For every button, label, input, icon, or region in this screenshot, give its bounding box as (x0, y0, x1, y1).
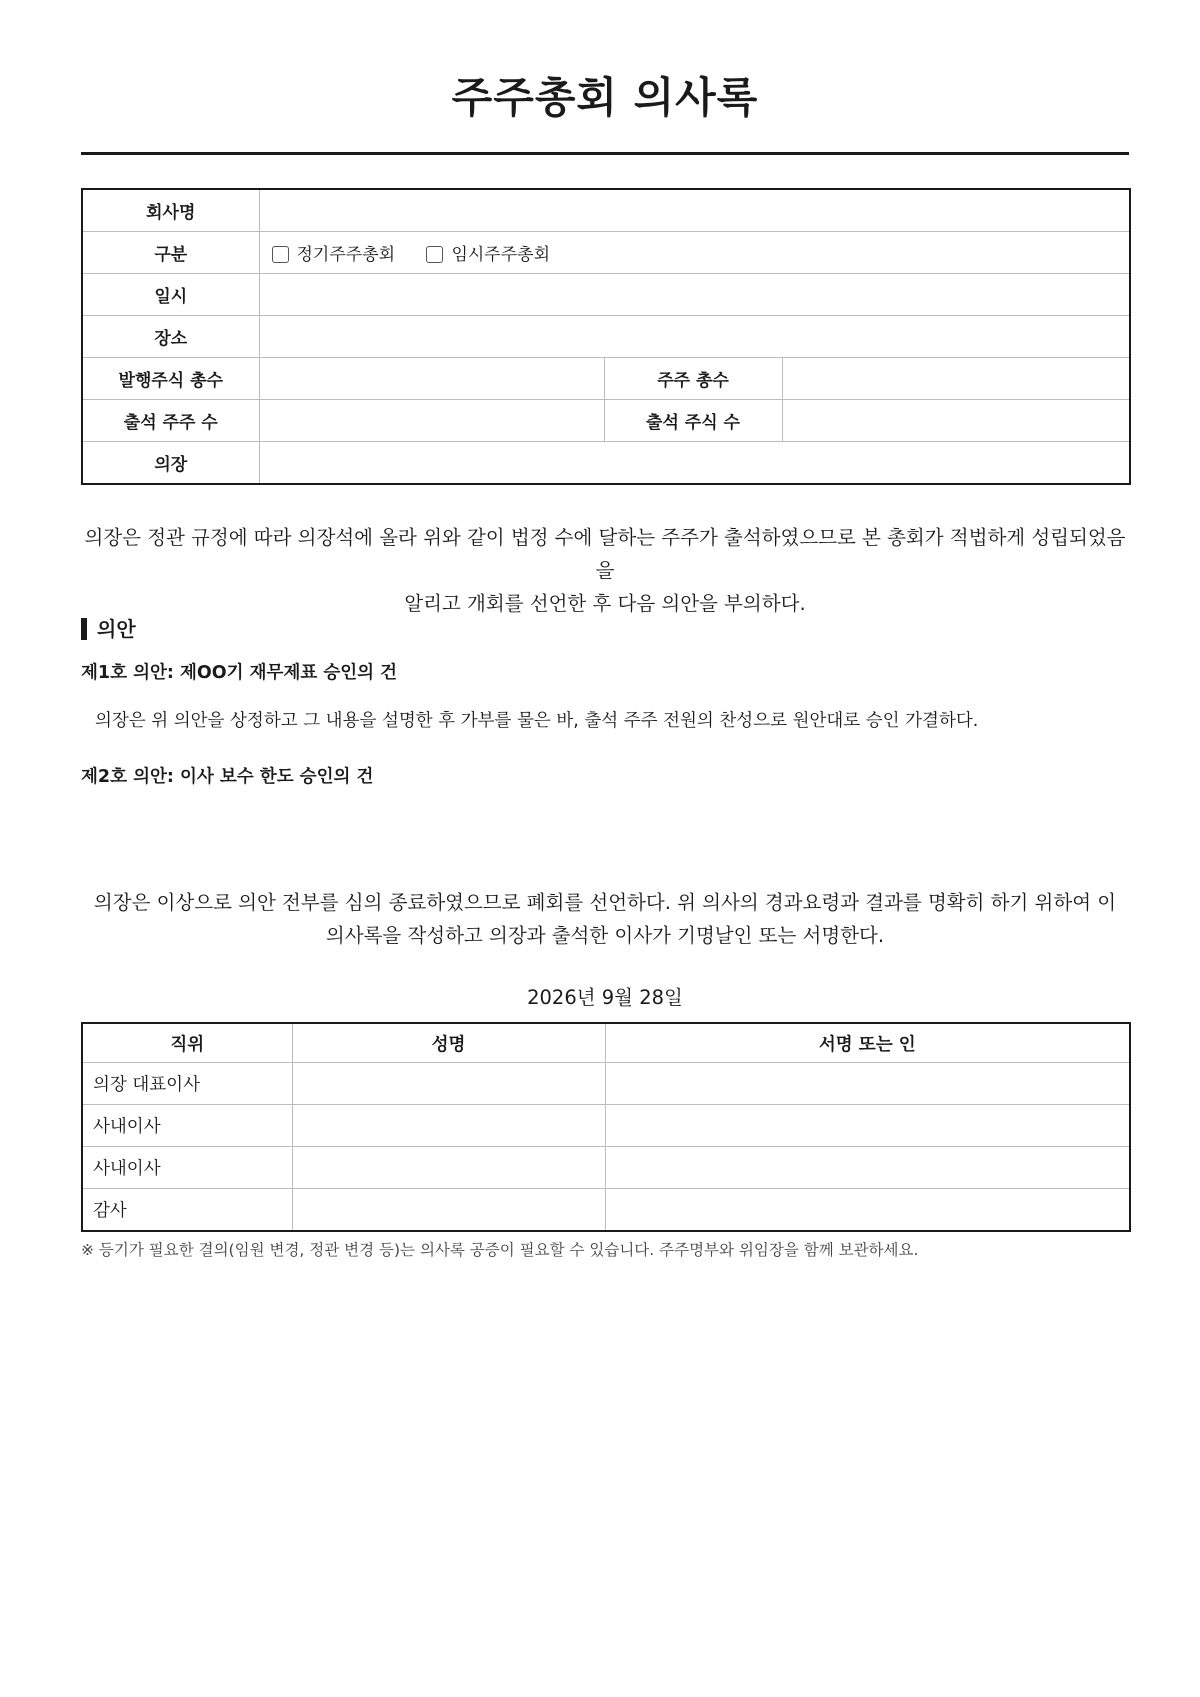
agenda-item-1-title: 제1호 의안: 제OO기 재무제표 승인의 건 (81, 663, 398, 683)
position-header: 직위 (82, 1023, 292, 1063)
sign-cell[interactable] (605, 1189, 1130, 1232)
regular-meeting-option[interactable] (272, 240, 396, 265)
sign-cell[interactable] (605, 1147, 1130, 1189)
total-holders-field[interactable] (782, 358, 1130, 400)
datetime-field[interactable] (259, 274, 1130, 316)
attend-holders-label: 출석 주주 수 (82, 400, 259, 442)
total-shares-field[interactable] (259, 358, 604, 400)
title-divider (81, 152, 1129, 155)
agenda-item-1-body: 의장은 위 의안을 상정하고 그 내용을 설명한 후 가부를 물은 바, 출석 주주 전원의 찬성으로 원안대로 승인 가결하다. (95, 711, 979, 731)
extraordinary-meeting-checkbox[interactable] (426, 246, 443, 263)
meeting-date: 2026년 9월 28일 (527, 986, 683, 1009)
company-label: 회사명 (82, 189, 259, 232)
meeting-info-table (81, 188, 1131, 485)
name-cell[interactable] (292, 1063, 605, 1105)
closing-statement (81, 886, 1129, 952)
position-cell: 사내이사 (82, 1147, 292, 1189)
type-label: 구분 (82, 232, 259, 274)
name-cell[interactable] (292, 1147, 605, 1189)
signature-row (82, 1189, 1130, 1232)
signature-header-row (82, 1023, 1130, 1063)
heading-bar-icon (81, 618, 87, 640)
extraordinary-meeting-option[interactable] (426, 240, 550, 265)
regular-meeting-checkbox[interactable] (272, 246, 289, 263)
position-cell: 감사 (82, 1189, 292, 1232)
sign-header: 서명 또는 인 (605, 1023, 1130, 1063)
page-title: 주주총회 의사록 (451, 73, 759, 122)
name-header: 성명 (292, 1023, 605, 1063)
footnote: ※ 등기가 필요한 결의(임원 변경, 정관 변경 등)는 의사록 공증이 필요할 수 있습니다. 주주명부와 위임장을 함께 보관하세요. (81, 1241, 919, 1259)
closing-line-2: 의사록을 작성하고 의장과 출석한 이사가 기명날인 또는 서명한다. (325, 924, 885, 947)
attend-shares-label: 출석 주식 수 (604, 400, 782, 442)
total-shares-label: 발행주식 총수 (82, 358, 259, 400)
closing-line-1: 의장은 이상으로 의안 전부를 심의 종료하였으므로 폐회를 선언하다. 위 의사의 경과요령과 결과를 명확히 하기 위하여 이 (93, 891, 1117, 914)
info-row-attendance (82, 400, 1130, 442)
opening-statement (81, 521, 1129, 620)
info-row-shares (82, 358, 1130, 400)
name-cell[interactable] (292, 1189, 605, 1232)
sign-cell[interactable] (605, 1063, 1130, 1105)
info-row-company (82, 189, 1130, 232)
extraordinary-meeting-label: 임시주주총회 (451, 245, 550, 265)
sign-cell[interactable] (605, 1105, 1130, 1147)
attend-holders-field[interactable] (259, 400, 604, 442)
agenda-heading-label: 의안 (97, 617, 136, 641)
signature-row (82, 1147, 1130, 1189)
chair-field[interactable] (259, 442, 1130, 485)
signature-row (82, 1105, 1130, 1147)
info-row-type (82, 232, 1130, 274)
place-field[interactable] (259, 316, 1130, 358)
type-field (259, 232, 1130, 274)
attend-shares-field[interactable] (782, 400, 1130, 442)
place-label: 장소 (82, 316, 259, 358)
opening-line-1: 의장은 정관 규정에 따라 의장석에 올라 위와 같이 법정 수에 달하는 주주가 출석하였으므로 본 총회가 적법하게 성립되었음을 (84, 526, 1126, 582)
chair-label: 의장 (82, 442, 259, 485)
total-holders-label: 주주 총수 (604, 358, 782, 400)
info-row-datetime (82, 274, 1130, 316)
info-row-chair (82, 442, 1130, 485)
position-cell: 사내이사 (82, 1105, 292, 1147)
agenda-heading (81, 614, 136, 644)
regular-meeting-label: 정기주주총회 (296, 245, 396, 265)
info-row-place (82, 316, 1130, 358)
agenda-item-2-title: 제2호 의안: 이사 보수 한도 승인의 건 (81, 767, 374, 787)
signature-row (82, 1063, 1130, 1105)
datetime-label: 일시 (82, 274, 259, 316)
signature-table (81, 1022, 1131, 1232)
company-field[interactable] (259, 189, 1130, 232)
position-cell: 의장 대표이사 (82, 1063, 292, 1105)
opening-line-2: 알리고 개회를 선언한 후 다음 의안을 부의하다. (404, 592, 806, 615)
name-cell[interactable] (292, 1105, 605, 1147)
